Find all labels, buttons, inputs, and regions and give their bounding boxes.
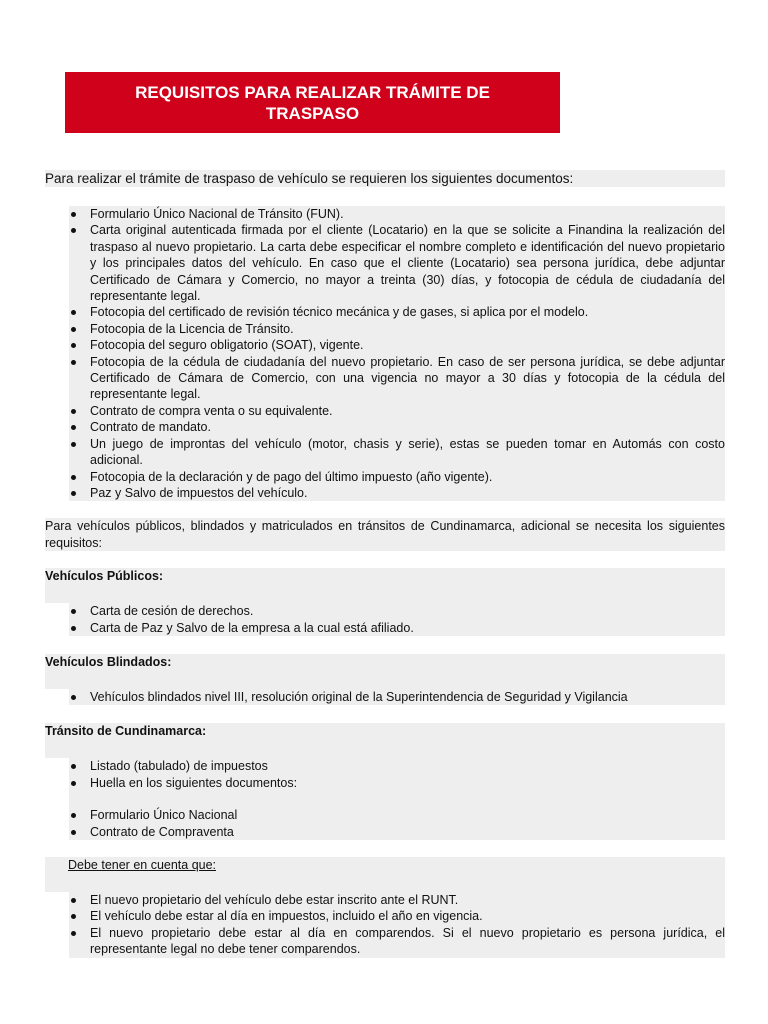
list-item: Vehículos blindados nivel III, resolución original de la Superintendencia de Seguridad y Vigilancia xyxy=(69,689,725,705)
list-item: Fotocopia de la cédula de ciudadanía del nuevo propietario. En caso de ser persona jurídica, se debe adjuntar Certificado de Cámara de Comercio, con una vigencia no mayor a 30 días y fotocopia de la cédula del representante legal. xyxy=(69,354,725,403)
list-item: Huella en los siguientes documentos: xyxy=(69,775,725,791)
title-banner xyxy=(65,72,560,133)
list-item: Carta original autenticada firmada por el cliente (Locatario) en la que se solicite a Finandina la realización del traspaso al nuevo propietario. La carta debe especificar el nombre completo e identificación del nuevo propietario y los principales datos del vehículo. En caso que el cliente (Locatario) sea persona jurídica, debe adjuntar Certificado de Cámara y Comercio, no mayor a treinta (30) días, y fotocopia de cédula de ciudadanía del representante legal. xyxy=(69,222,725,304)
page-title: REQUISITOS PARA REALIZAR TRÁMITE DE TRASPASO xyxy=(135,82,490,123)
cundinamarca-list xyxy=(69,758,725,807)
list-item: Contrato de compra venta o su equivalente. xyxy=(69,403,725,419)
list-item: El nuevo propietario del vehículo debe estar inscrito ante el RUNT. xyxy=(69,892,725,908)
list-item: Fotocopia de la declaración y de pago del último impuesto (año vigente). xyxy=(69,469,725,485)
note-list xyxy=(69,892,725,958)
publicos-heading: Vehículos Públicos: xyxy=(45,568,725,603)
list-item: Contrato de Compraventa xyxy=(69,824,725,840)
additional-requirements-paragraph: Para vehículos públicos, blindados y matriculados en tránsitos de Cundinamarca, adicional se necesita los siguientes requisitos: xyxy=(45,519,725,550)
list-item: Carta de cesión de derechos. xyxy=(69,603,725,619)
blindados-heading: Vehículos Blindados: xyxy=(45,654,725,689)
list-item: Un juego de improntas del vehículo (motor, chasis y serie), estas se pueden tomar en Automás con costo adicional. xyxy=(69,436,725,469)
publicos-list xyxy=(69,603,725,636)
intro-paragraph: Para realizar el trámite de traspaso de vehículo se requieren los siguientes documentos: xyxy=(45,170,725,187)
list-item: Contrato de mandato. xyxy=(69,419,725,435)
list-item: El vehículo debe estar al día en impuestos, incluido el año en vigencia. xyxy=(69,908,725,924)
document-body xyxy=(45,170,725,958)
list-item: Formulario Único Nacional de Tránsito (FUN). xyxy=(69,206,725,222)
list-item: Fotocopia del seguro obligatorio (SOAT), vigente. xyxy=(69,337,725,353)
list-item: Carta de Paz y Salvo de la empresa a la cual está afiliado. xyxy=(69,620,725,636)
list-item: Paz y Salvo de impuestos del vehículo. xyxy=(69,485,725,501)
cundinamarca-sublist xyxy=(69,807,725,840)
blindados-list xyxy=(69,689,725,705)
list-item: Listado (tabulado) de impuestos xyxy=(69,758,725,774)
cundinamarca-heading: Tránsito de Cundinamarca: xyxy=(45,723,725,758)
note-heading-row xyxy=(45,857,725,892)
documents-list xyxy=(69,206,725,501)
list-item: El nuevo propietario debe estar al día en comparendos. Si el nuevo propietario es persona jurídica, el representante legal no debe tener comparendos. xyxy=(69,925,725,958)
list-item: Fotocopia de la Licencia de Tránsito. xyxy=(69,321,725,337)
note-heading: Debe tener en cuenta que: xyxy=(68,857,217,872)
list-item: Formulario Único Nacional xyxy=(69,807,725,823)
list-item: Fotocopia del certificado de revisión técnico mecánica y de gases, si aplica por el modelo. xyxy=(69,304,725,320)
